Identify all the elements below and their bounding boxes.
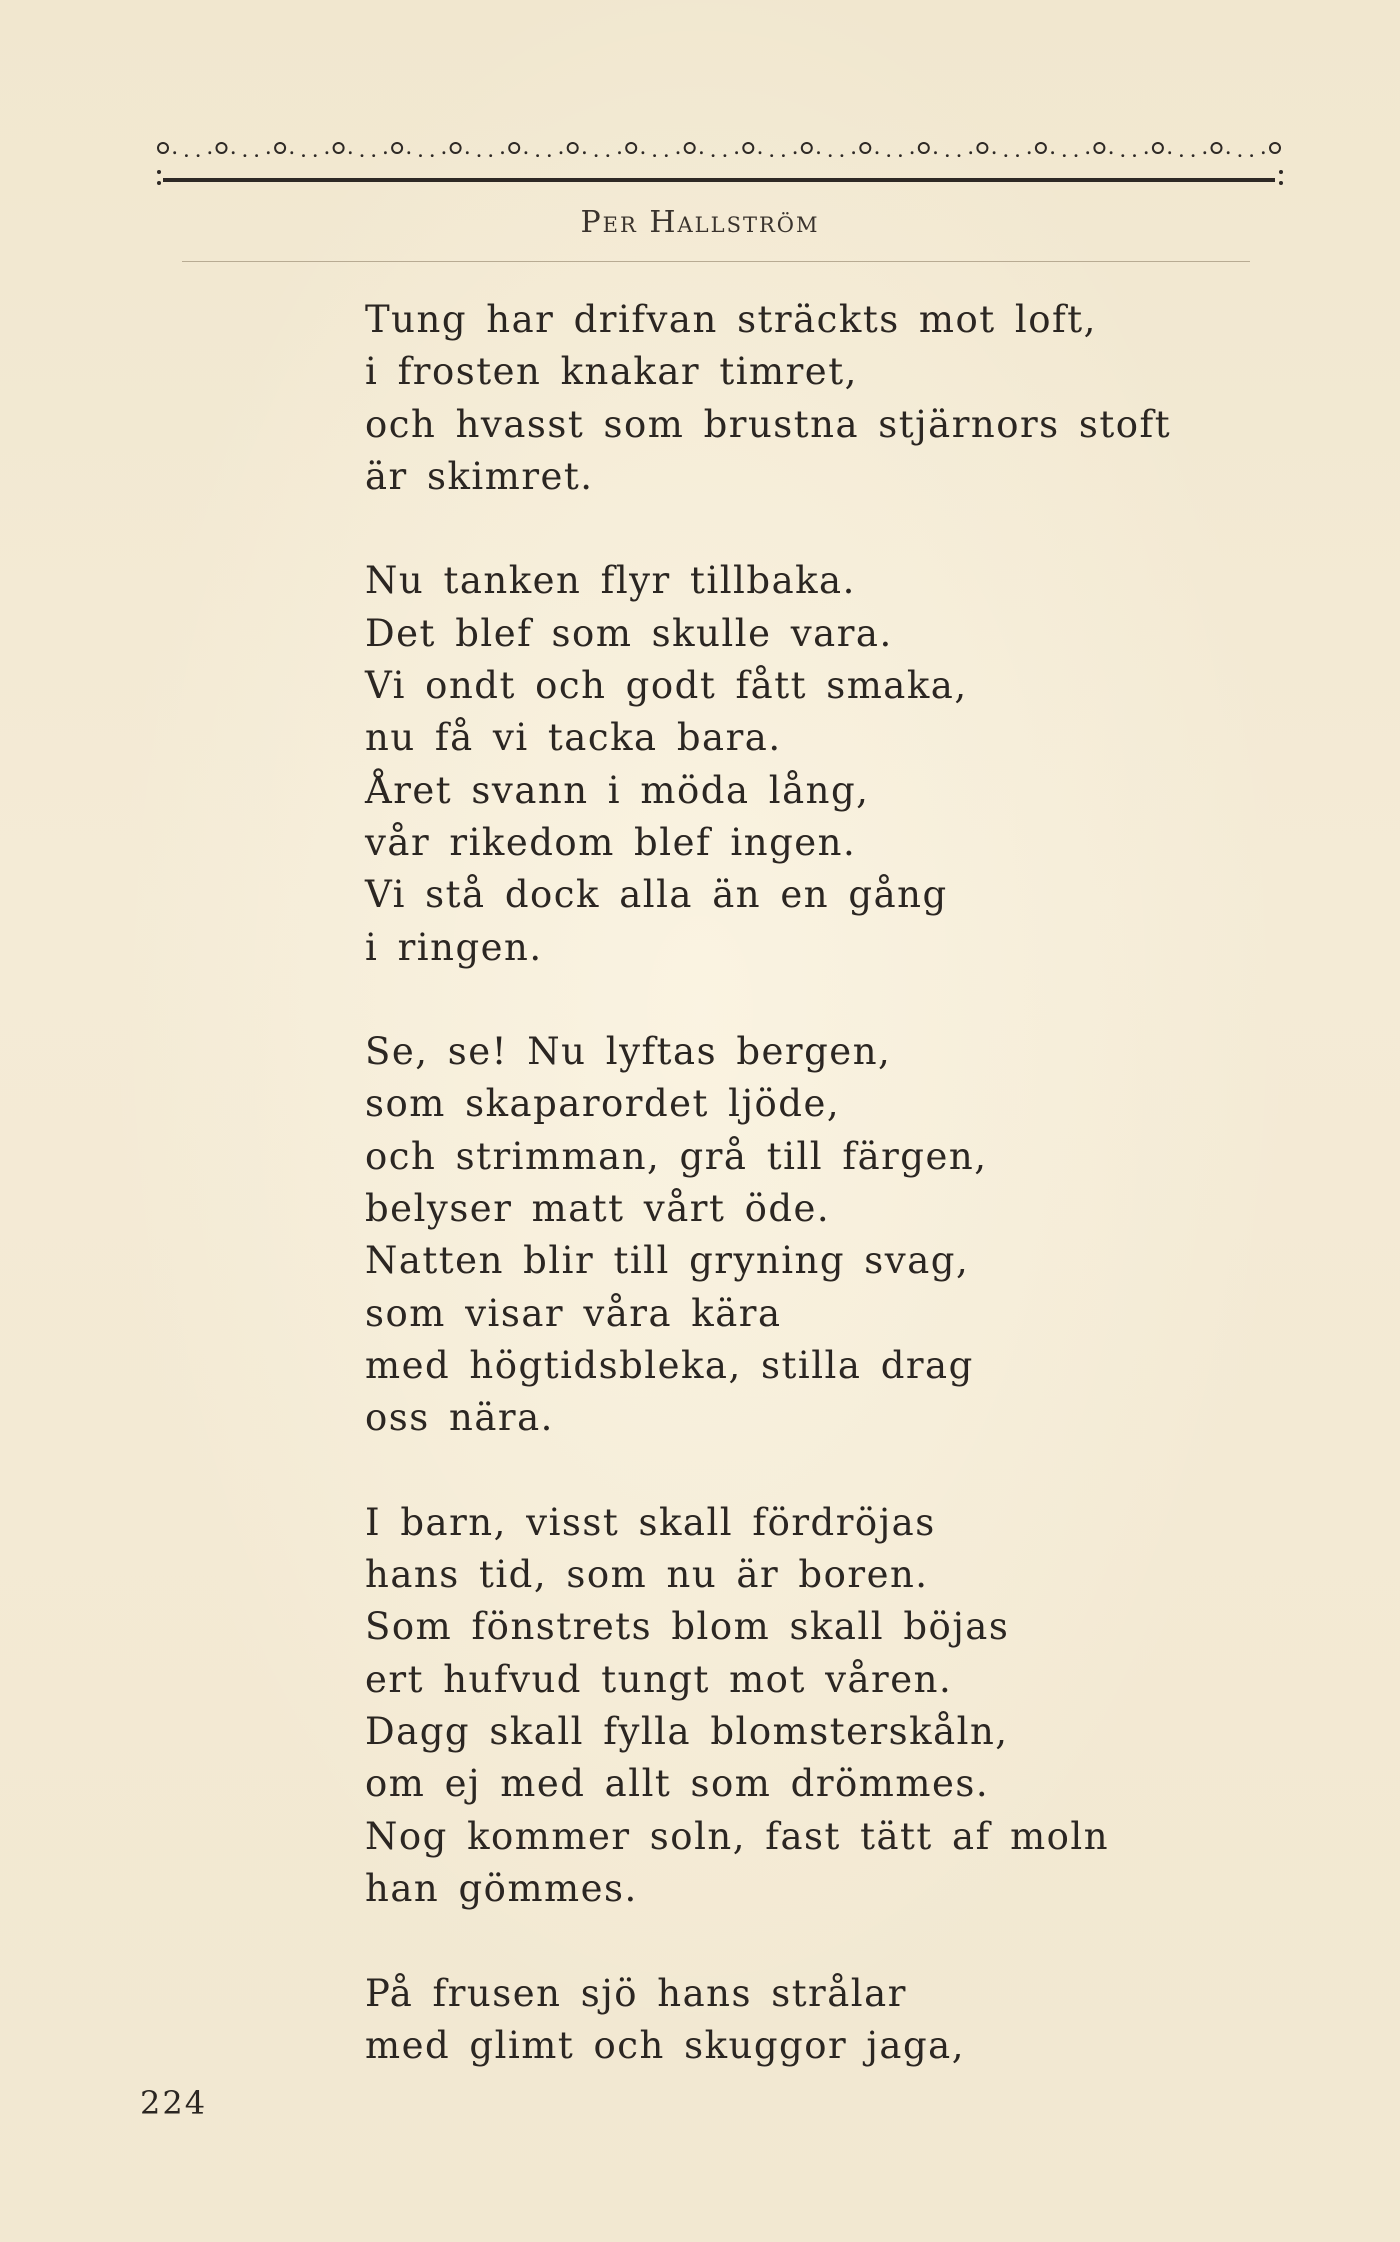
page-number: 224 bbox=[140, 2084, 208, 2122]
poem-line: Nu tanken flyr tillbaka. bbox=[365, 559, 856, 603]
poem-line: vår rikedom blef ingen. bbox=[365, 820, 857, 864]
poem-line: och hvasst som brustna stjärnors stoft bbox=[365, 402, 1172, 446]
header-rule bbox=[182, 261, 1250, 262]
poem-stanza bbox=[365, 1497, 1265, 1915]
poem-line: Som fönstrets blom skall böjas bbox=[365, 1605, 1010, 1649]
poem-line: i frosten knakar timret, bbox=[365, 350, 858, 394]
poem-line: Dagg skall fylla blomsterskåln, bbox=[365, 1710, 1009, 1754]
poem-line: ert hufvud tungt mot våren. bbox=[365, 1657, 953, 1701]
poem-line: Vi ondt och godt fått smaka, bbox=[365, 664, 968, 708]
poem-stanza bbox=[365, 555, 1265, 973]
poem-line: om ej med allt som drömmes. bbox=[365, 1762, 990, 1806]
poem-line: nu få vi tacka bara. bbox=[365, 716, 782, 760]
poem-line: med glimt och skuggor jaga, bbox=[365, 2023, 965, 2067]
poem-line: Det blef som skulle vara. bbox=[365, 611, 893, 655]
poem-line: Tung har drifvan sträckts mot loft, bbox=[365, 298, 1097, 341]
poem-line: Vi stå dock alla än en gång bbox=[365, 873, 948, 917]
poem-line: och strimman, grå till färgen, bbox=[365, 1134, 988, 1178]
poem-line: På frusen sjö hans strålar bbox=[365, 1971, 907, 2015]
poem-line: i ringen. bbox=[365, 925, 543, 969]
poem-line: Natten blir till gryning svag, bbox=[365, 1239, 970, 1283]
poem-line: oss nära. bbox=[365, 1396, 554, 1440]
poem-line: han gömmes. bbox=[365, 1866, 638, 1910]
decorative-header-ornament bbox=[155, 128, 1285, 188]
poem-line: Se, se! Nu lyftas bergen, bbox=[365, 1030, 892, 1074]
poem-line: som skaparordet ljöde, bbox=[365, 1082, 841, 1126]
poem-stanza bbox=[365, 1026, 1265, 1444]
poem-line: belyser matt vårt öde. bbox=[365, 1187, 831, 1231]
poem-line: hans tid, som nu är boren. bbox=[365, 1553, 929, 1597]
poem-body bbox=[365, 294, 1265, 2124]
poem-line: är skimret. bbox=[365, 454, 594, 498]
poem-line: med högtidsbleka, stilla drag bbox=[365, 1343, 974, 1387]
poem-line: Nog kommer soln, fast tätt af moln bbox=[365, 1814, 1110, 1858]
poem-stanza bbox=[365, 294, 1265, 503]
poem-stanza bbox=[365, 1968, 1265, 2073]
poem-line: som visar våra kära bbox=[365, 1291, 782, 1335]
poem-line: Året svann i möda lång, bbox=[365, 768, 870, 812]
poem-line: I barn, visst skall fördröjas bbox=[365, 1500, 936, 1544]
running-head-author: Per Hallström bbox=[580, 205, 820, 240]
